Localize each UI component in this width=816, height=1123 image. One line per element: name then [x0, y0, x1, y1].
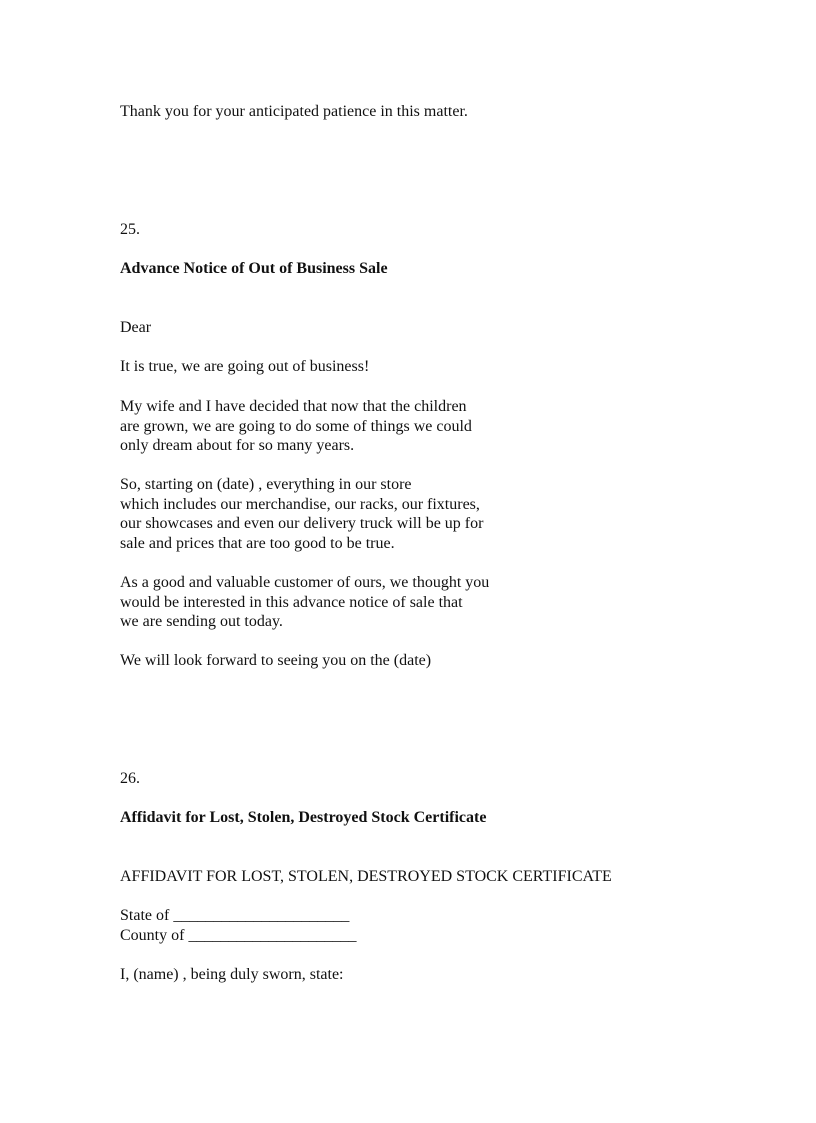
paragraph-4-line-3: we are sending out today.: [120, 613, 283, 630]
paragraph-3-line-3: our showcases and even our delivery truck will be up for: [120, 515, 484, 532]
paragraph-3-line-2: which includes our merchandise, our racks, our fixtures,: [120, 495, 480, 513]
sworn-statement: I, (name) , being duly sworn, state:: [120, 966, 344, 983]
paragraph-2-line-3: only dream about for so many years.: [120, 437, 355, 454]
county-line: County of _____________________: [120, 926, 357, 944]
paragraph-1: It is true, we are going out of business!: [120, 358, 370, 375]
section-title-26: Affidavit for Lost, Stolen, Destroyed Stock Certificate: [120, 809, 487, 826]
paragraph-2-line-2: are grown, we are going to do some of things we could: [120, 417, 472, 435]
paragraph-2-line-1: My wife and I have decided that now that the children: [120, 398, 467, 415]
salutation: Dear: [120, 319, 152, 336]
section-number-26: 26.: [120, 770, 140, 787]
affidavit-heading: AFFIDAVIT FOR LOST, STOLEN, DESTROYED STOCK CERTIFICATE: [120, 868, 612, 885]
state-line: State of ______________________: [120, 907, 350, 924]
paragraph-4-line-2: would be interested in this advance notice of sale that: [120, 593, 463, 611]
paragraph-3-line-1: So, starting on (date) , everything in our store: [120, 476, 412, 493]
paragraph-4-line-1: As a good and valuable customer of ours, we thought you: [120, 574, 490, 591]
closing-line: Thank you for your anticipated patience in this matter.: [120, 103, 468, 120]
paragraph-3-line-4: sale and prices that are too good to be true.: [120, 534, 395, 552]
paragraph-5: We will look forward to seeing you on the (date): [120, 652, 432, 669]
section-number-25: 25.: [120, 221, 140, 238]
section-title-25: Advance Notice of Out of Business Sale: [120, 260, 388, 277]
